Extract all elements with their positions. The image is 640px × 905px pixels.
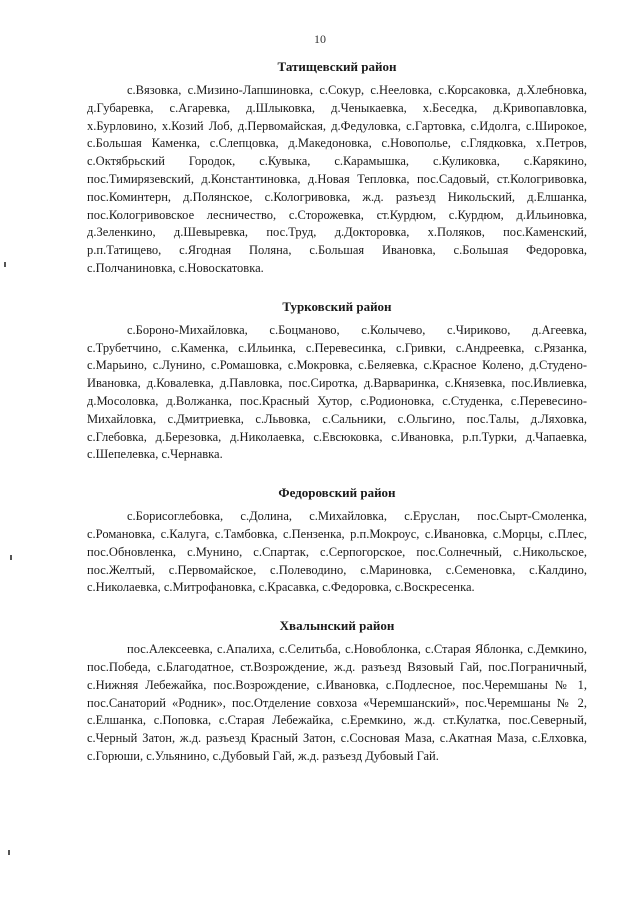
document-body [87,58,587,786]
section-text: с.Бороно-Михайловка, с.Боцманово, с.Колычево, с.Чириково, д.Агеевка, с.Трубетчино, с.Каменка, с.Ильинка, с.Перевесинка, с.Гривки, с.Андреевка, с.Рязанка, с.Марьино, с.Лунино, с.Ромашовка, с.Мокровка, с.Беляевка, с.Красное Колено, д.Студено-Ивановка, д.Ковалевка, д.Павловка, пос.Сиротка, д.Варваринка, с.Князевка, пос.Ивлиевка, д.Мосоловка, д.Волжанка, пос.Красный Хутор, с.Родионовка, с.Студенка, с.Перевесино-Михайловка, с.Дмитриевка, с.Львовка, с.Сальники, с.Ольгино, пос.Талы, д.Ляховка, с.Глебовка, д.Березовка, д.Николаевка, с.Евсюковка, с.Ивановка, р.п.Турки, д.Чапаевка, с.Шепелевка, с.Чернавка. [87,322,587,462]
section-text: с.Борисоглебовка, с.Долина, с.Михайловка, с.Еруслан, пос.Сырт-Смоленка, с.Романовка, с.Калуга, с.Тамбовка, с.Пензенка, р.п.Мокроус, с.Ивановка, с.Морцы, с.Плес, пос.Обновленка, с.Мунино, с.Спартак, с.Серпогорское, пос.Солнечный, с.Никольское, пос.Желтый, с.Первомайское, с.Полеводино, с.Мариновка, с.Семеновка, с.Калдино, с.Николаевка, с.Митрофановка, с.Красавка, с.Федоровка, с.Воскресенка. [87,509,587,595]
section-tatishchevsky [87,58,587,278]
section-title: Хвалынский район [279,618,395,634]
section-title: Турковский район [282,298,392,314]
scan-margin-mark [4,262,6,267]
section-text: пос.Алексеевка, с.Апалиха, с.Селитьба, с.Новоблонка, с.Старая Яблонка, с.Демкино, пос.Победа, с.Благодатное, ст.Возрождение, ж.д. разъезд Вязовый Гай, пос.Пограничный, с.Нижняя Лебежайка, пос.Возрождение, с.Ивановка, с.Подлесное, пос.Черемшаны № 1, пос.Санаторий «Родник», пос.Отделение совхоза «Черемшанский», пос.Черемшаны № 2, с.Елшанка, с.Поповка, с.Старая Лебежайка, с.Еремкино, ж.д. ст.Кулатка, пос.Северный, с.Черный Затон, ж.д. разъезд Красный Затон, с.Сосновая Маза, с.Акатная Маза, с.Елховка, с.Горюши, с.Ульянино, с.Дубовый Гай, ж.д. разъезд Дубовый Гай. [87,642,587,763]
section-turkovsky [87,298,587,464]
section-khvalynsky [87,617,587,766]
scan-margin-mark [10,555,12,560]
section-title: Татищевский район [277,59,397,74]
section-text: с.Вязовка, с.Мизино-Лапшиновка, с.Сокур, с.Нееловка, с.Корсаковка, д.Хлебновка, д.Губаревка, с.Агаревка, д.Шлыковка, д.Ченыкаевка, х.Беседка, д.Кривопавловка, х.Бурловино, х.Козий Лоб, д.Первомайская, д.Федуловка, с.Гартовка, с.Идолга, с.Широкое, с.Большая Каменка, с.Слепцовка, д.Македоновка, с.Новополье, с.Глядковка, х.Петров, с.Октябрьский Городок, с.Кувыка, с.Карамышка, с.Куликовка, с.Карякино, пос.Тимирязевский, д.Константиновка, д.Новая Тепловка, пос.Садовый, ст.Кологривовка, пос.Коминтерн, д.Полянское, с.Кологривовка, ж.д. разъезд Никольский, д.Елшанка, пос.Кологривовское лесничество, с.Сторожевка, ст.Курдюм, с.Курдюм, д.Ильиновка, д.Зеленкино, д.Шевыревка, пос.Труд, д.Докторовка, х.Поляков, пос.Каменский, р.п.Татищево, с.Ягодная Поляна, с.Большая Ивановка, с.Большая Федоровка, с.Полчаниновка, с.Новоскатовка. [87,83,587,275]
section-title: Федоровский район [278,485,396,501]
page-number: 10 [314,32,326,46]
scan-margin-mark [8,850,10,855]
section-fedorovsky [87,484,587,597]
